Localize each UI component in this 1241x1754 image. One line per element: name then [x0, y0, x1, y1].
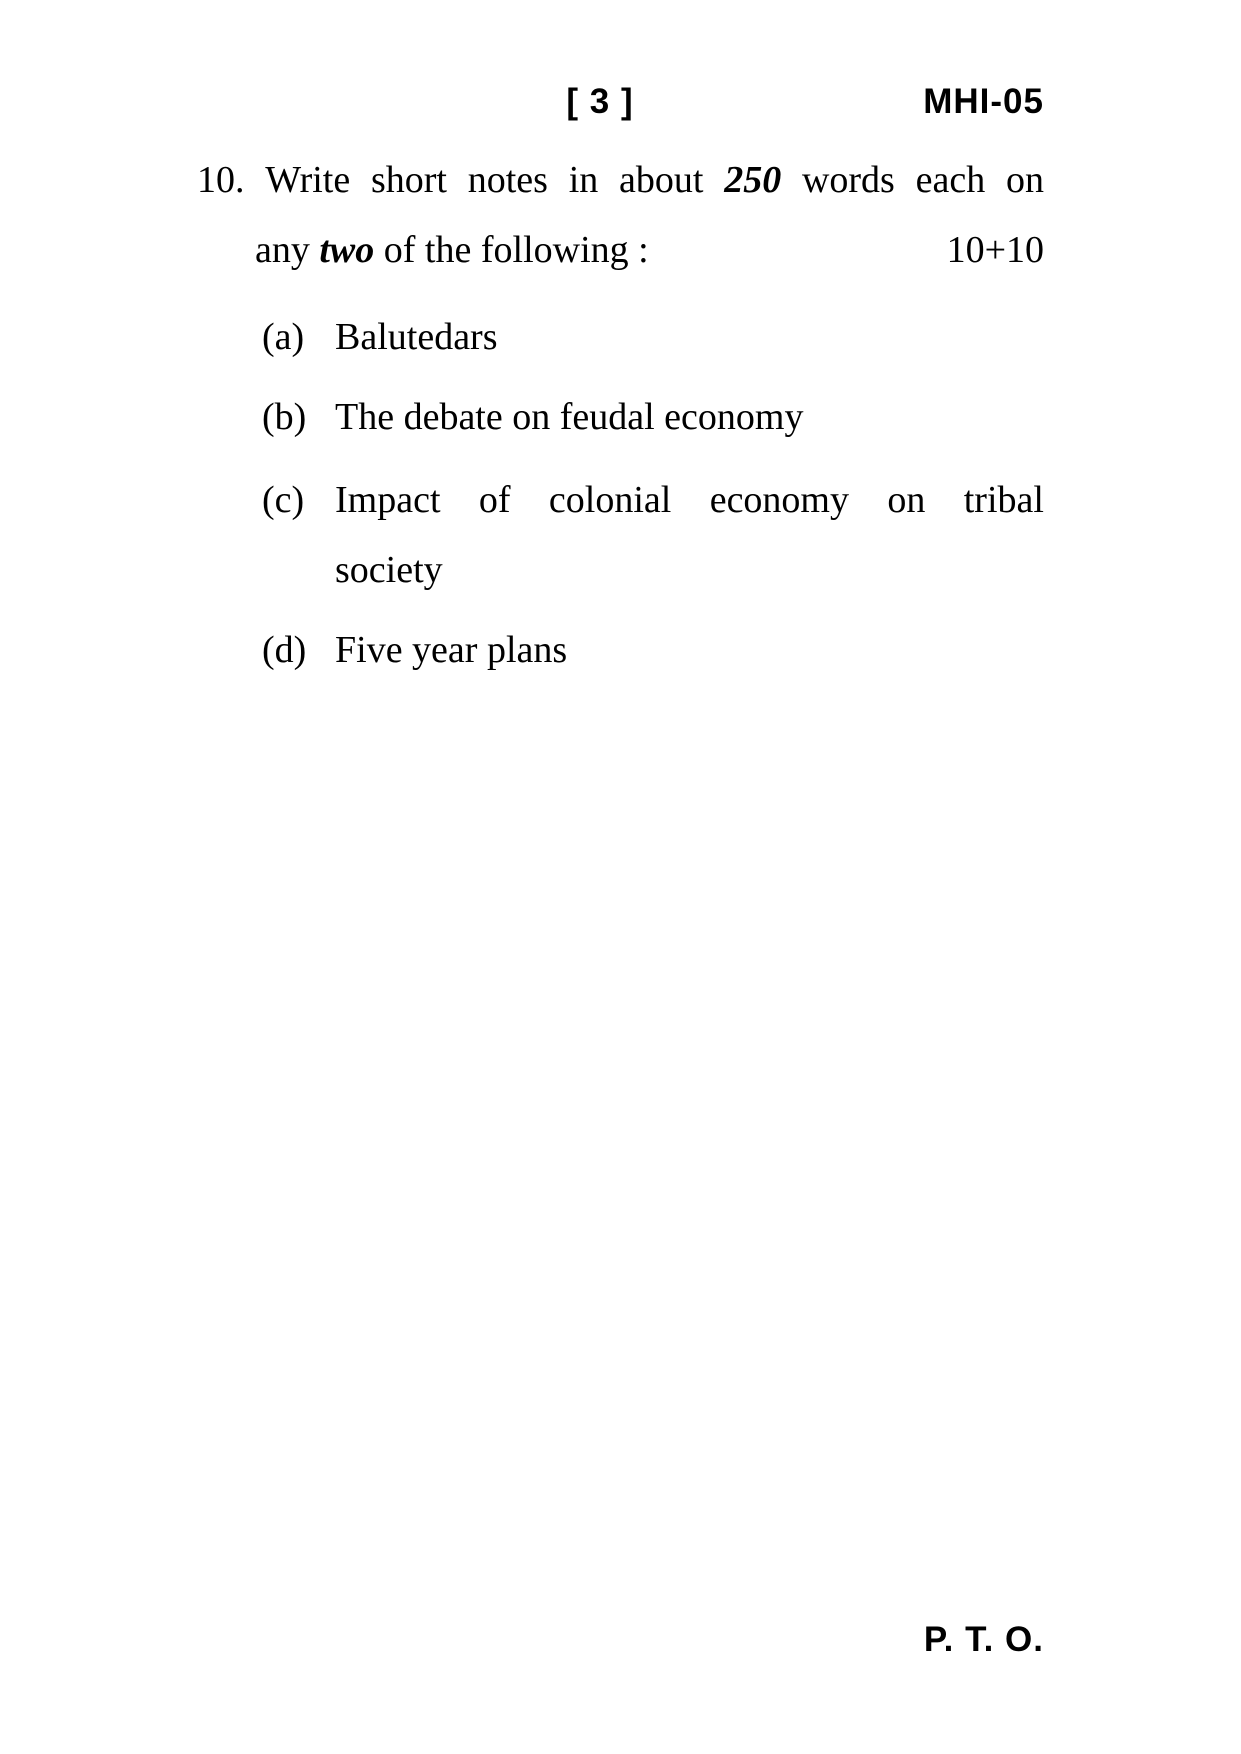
option-c-label: (c): [262, 479, 305, 521]
word: each: [915, 159, 986, 201]
line2-emphasis: two: [319, 229, 375, 271]
word: about: [619, 159, 704, 201]
word: Write: [265, 159, 351, 201]
line2-pre: any: [255, 229, 310, 271]
word: of: [478, 479, 511, 521]
question-10-line1: [197, 156, 1044, 204]
word: on: [887, 479, 926, 521]
option-d-label: (d): [262, 629, 307, 671]
page-number: [ 3 ]: [566, 82, 634, 121]
word: tribal: [963, 479, 1044, 521]
option-c-text-line1: [335, 476, 1044, 524]
marks-value: 10+10: [946, 229, 1044, 271]
word: 250: [724, 159, 782, 201]
word: words: [801, 159, 895, 201]
word: colonial: [548, 479, 672, 521]
option-a-text: Balutedars: [335, 316, 498, 358]
option-b-text: The debate on feudal economy: [335, 396, 804, 438]
word: short: [370, 159, 447, 201]
option-a-label: (a): [262, 316, 305, 358]
option-d-text: Five year plans: [335, 629, 568, 671]
question-10-line2: [197, 226, 1044, 274]
word: economy: [709, 479, 849, 521]
word: Impact: [335, 479, 441, 521]
word: in: [568, 159, 599, 201]
option-c-text-line2: society: [335, 549, 443, 591]
line2-post: of the following :: [383, 229, 649, 271]
paper-code: MHI-05: [923, 82, 1044, 121]
option-b-label: (b): [262, 396, 307, 438]
pto-marker: P. T. O.: [923, 1620, 1044, 1659]
word: notes: [467, 159, 548, 201]
word: 10.: [197, 159, 245, 201]
word: on: [1005, 159, 1044, 201]
question-10-line2-text: [197, 226, 649, 274]
